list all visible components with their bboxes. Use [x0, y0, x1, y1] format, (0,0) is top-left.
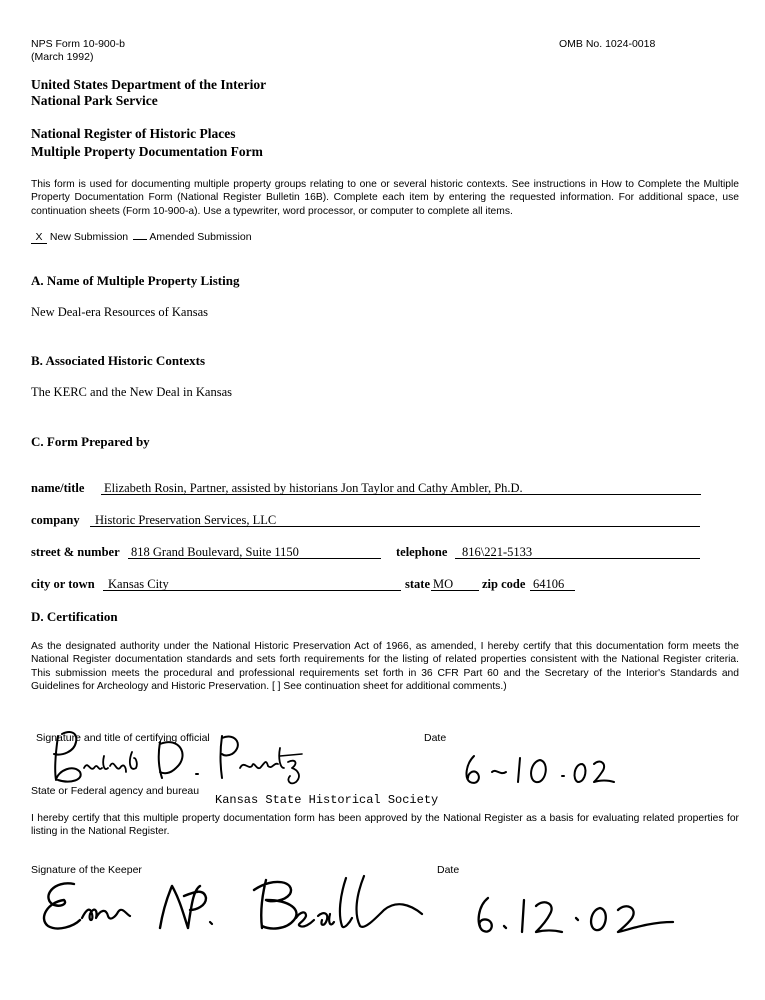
certifying-date-label: Date	[424, 732, 447, 744]
form-title-line2: Multiple Property Documentation Form	[31, 144, 263, 159]
section-b-heading: B. Associated Historic Contexts	[31, 353, 206, 368]
amended-submission-label: Amended Submission	[149, 231, 252, 243]
form-title-line1: National Register of Historic Places	[31, 126, 236, 141]
keeper-signature	[34, 870, 424, 940]
service-name: National Park Service	[31, 93, 158, 108]
city-label: city or town	[31, 577, 95, 591]
telephone-label: telephone	[396, 545, 448, 559]
street-label: street & number	[31, 545, 120, 559]
city-value[interactable]: Kansas City	[108, 577, 169, 591]
section-c-heading: C. Form Prepared by	[31, 434, 150, 449]
agency-label: State or Federal agency and bureau	[31, 785, 200, 797]
section-a-value: New Deal-era Resources of Kansas	[31, 305, 209, 319]
new-submission-label: New Submission	[49, 231, 129, 243]
section-d-heading: D. Certification	[31, 609, 118, 624]
zip-label: zip code	[482, 577, 526, 591]
state-value[interactable]: MO	[433, 577, 454, 591]
keeper-certification-paragraph: I hereby certify that this multiple property documentation form has been approved by the National Register as a basis for evaluating related properties for listing in the National Register.	[31, 813, 739, 838]
state-label: state	[405, 577, 430, 591]
company-value[interactable]: Historic Preservation Services, LLC	[95, 513, 277, 527]
instructions-paragraph: This form is used for documenting multiple property groups relating to one or several historic contexts. See instructions in How to Complete the Multiple Property Documentation Form (National Register Bulletin 16B). Complete each item by entering the requested information. For additional space, use continuation sheets (Form 10-900-a). Use a typewriter, word processor, or computer to complete all items.	[31, 179, 739, 217]
form-date: (March 1992)	[31, 51, 94, 63]
certifying-date-handwritten	[458, 750, 618, 790]
amended-submission-mark[interactable]	[133, 239, 147, 240]
zip-value[interactable]: 64106	[533, 577, 565, 591]
submission-row	[31, 231, 252, 244]
certifying-signature-label: Signature and title of certifying official	[36, 732, 210, 744]
new-submission-mark[interactable]: X	[31, 231, 47, 244]
street-value[interactable]: 818 Grand Boulevard, Suite 1150	[131, 545, 299, 559]
company-label: company	[31, 513, 80, 527]
section-a-heading: A. Name of Multiple Property Listing	[31, 273, 240, 288]
section-b-value: The KERC and the New Deal in Kansas	[31, 385, 232, 399]
department-name: United States Department of the Interior	[31, 77, 267, 92]
name-title-value[interactable]: Elizabeth Rosin, Partner, assisted by historians Jon Taylor and Cathy Ambler, Ph.D.	[104, 481, 523, 495]
omb-number: OMB No. 1024-0018	[559, 38, 656, 50]
keeper-date-handwritten	[468, 892, 678, 938]
certifying-official-signature	[40, 728, 340, 788]
agency-value: Kansas State Historical Society	[215, 793, 439, 807]
form-number: NPS Form 10-900-b	[31, 38, 125, 50]
name-title-label: name/title	[31, 481, 85, 495]
certification-paragraph: As the designated authority under the National Historic Preservation Act of 1966, as amended, I hereby certify that this documentation form meets the National Register documentation standards and sets forth requirements for the listing of related properties consistent with the National Register criteria. This submission meets the procedural and professional requirements set forth in 36 CFR Part 60 and the Secretary of the Interior's Standards and Guidelines for Archeology and Historic Preservation. [ ] See continuation sheet for additional comments.)	[31, 641, 739, 692]
keeper-signature-label: Signature of the Keeper	[31, 864, 142, 876]
keeper-date-label: Date	[437, 864, 460, 876]
telephone-value[interactable]: 816\221-5133	[462, 545, 533, 559]
